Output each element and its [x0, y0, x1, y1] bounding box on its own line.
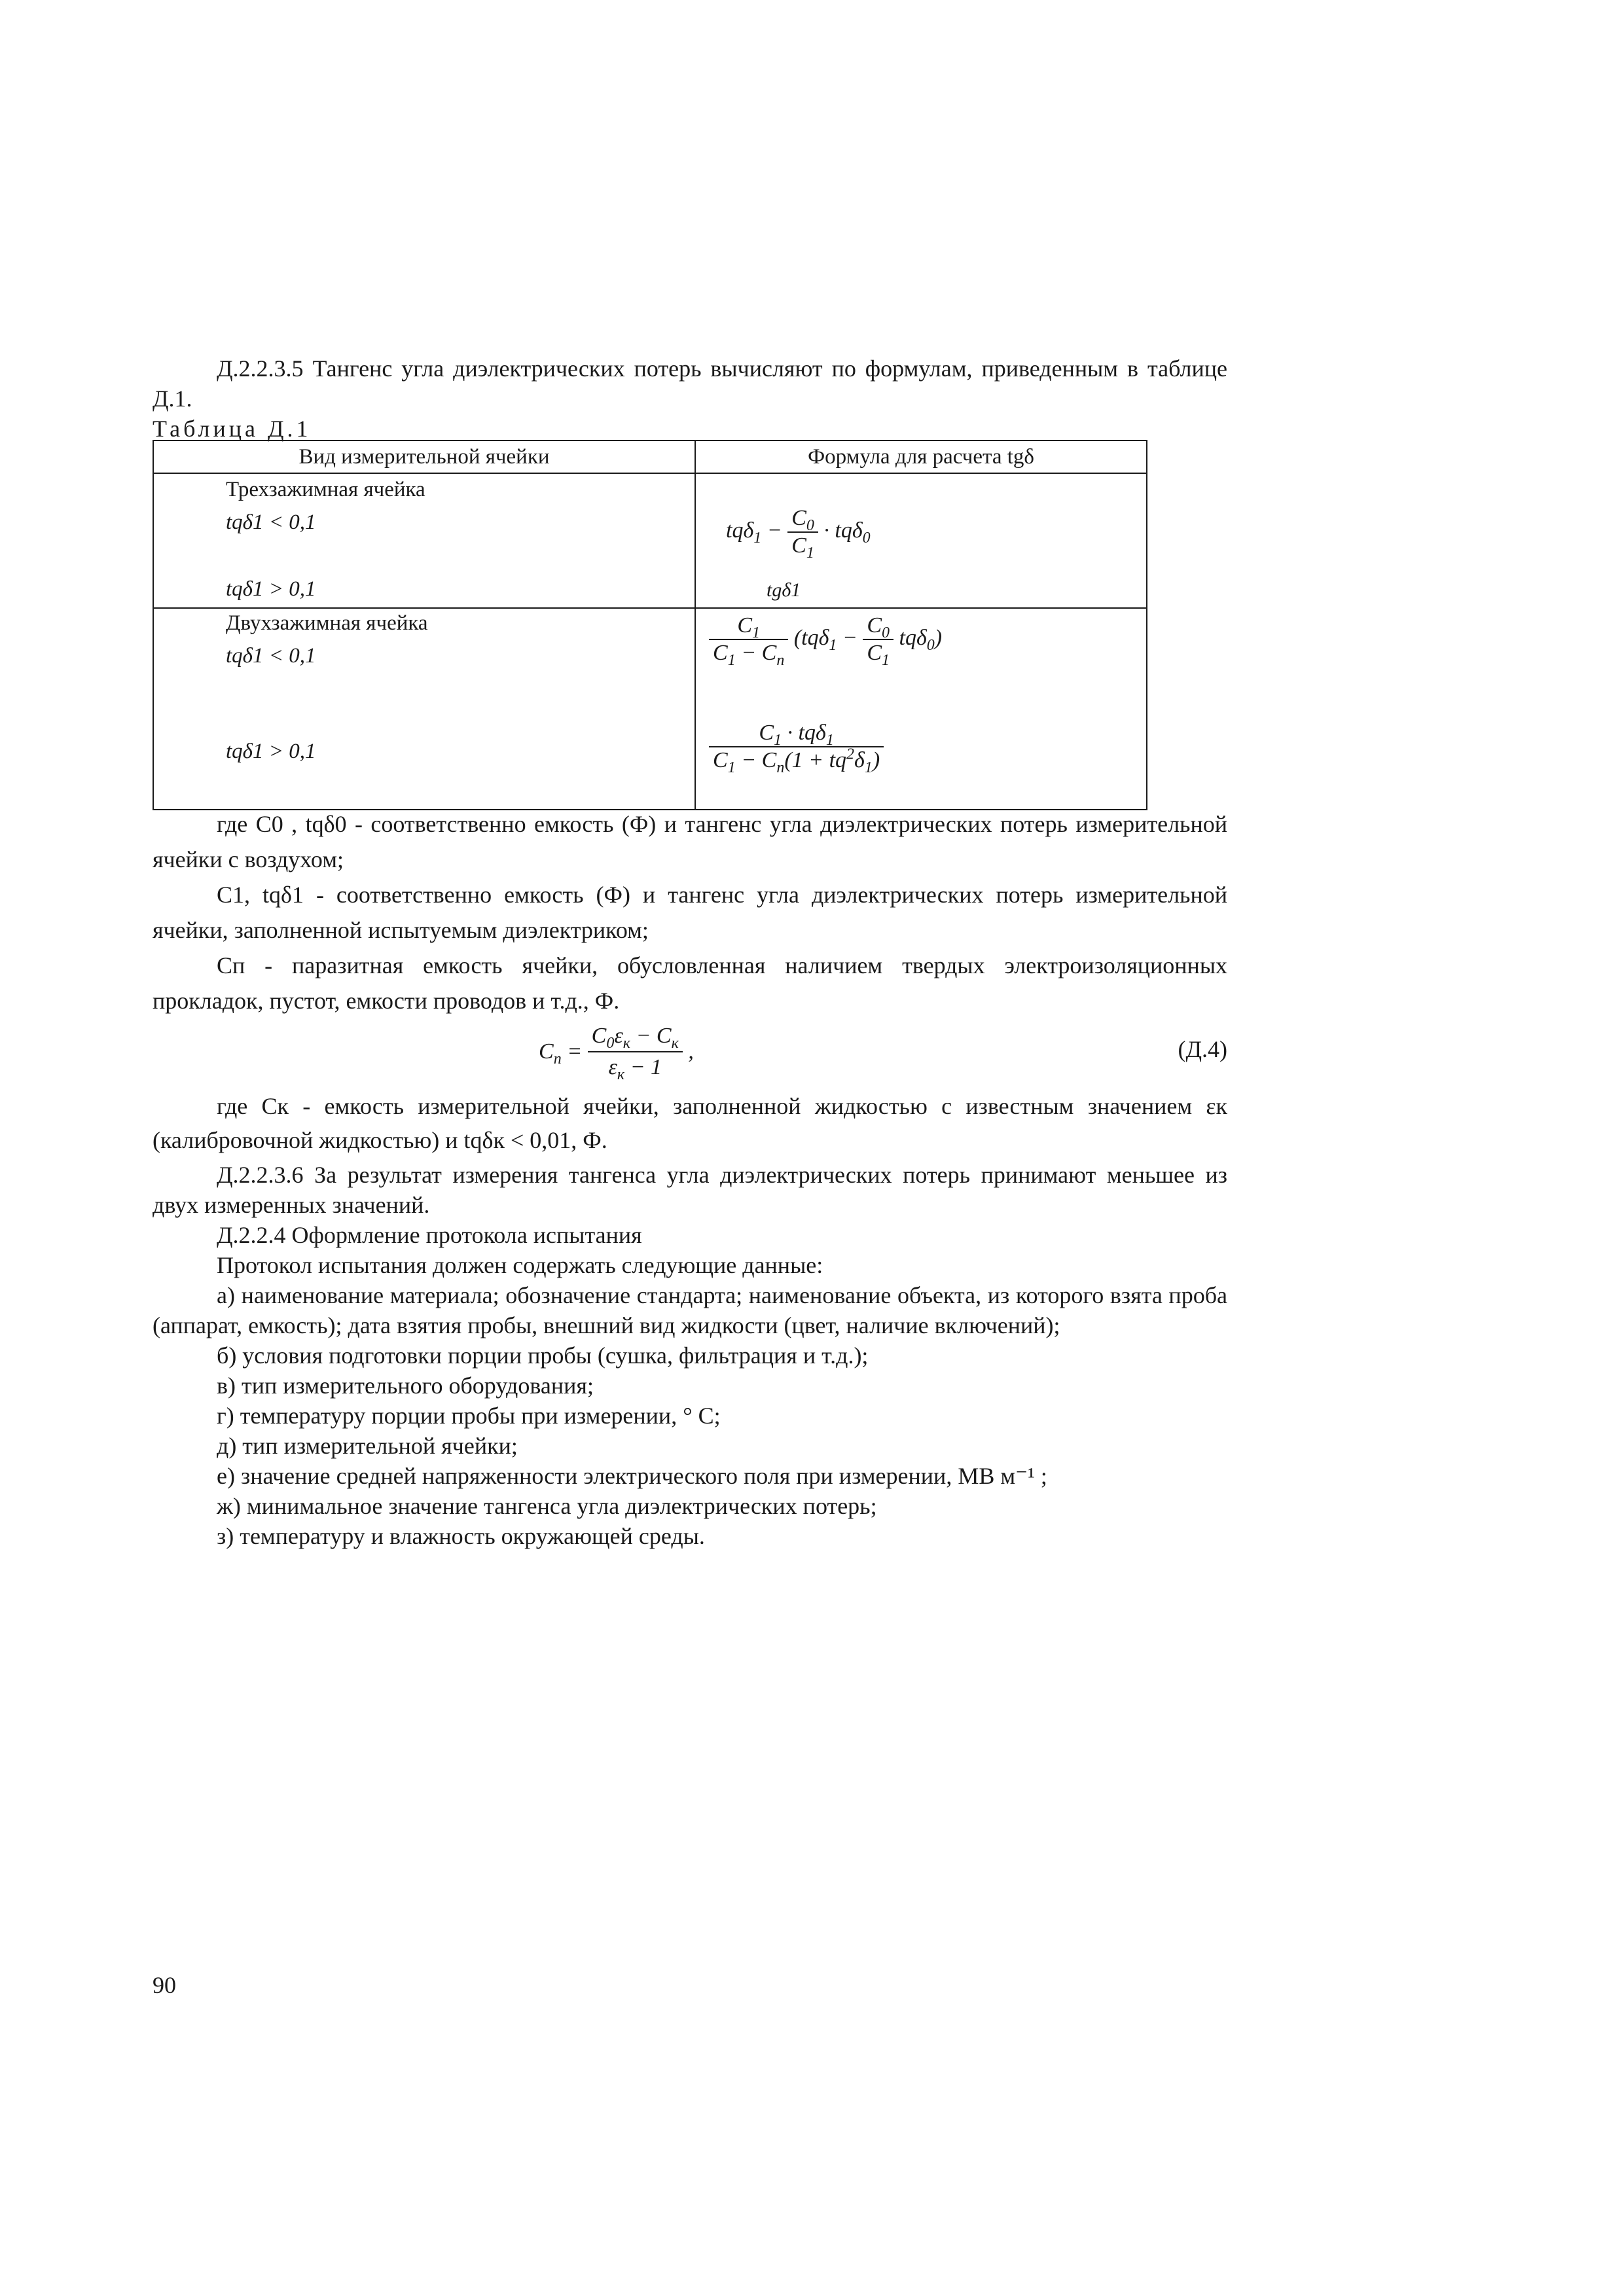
where-cp: Cп - паразитная емкость ячейки, обусловленная наличием твердых электроизоляционных прокладок, пустот, емкости проводов и т.д., Ф.: [153, 952, 1227, 1014]
paragraph-protocol: Протокол испытания должен содержать следующие данные:: [217, 1252, 823, 1278]
table-row-three-terminal-formula: [695, 473, 1147, 608]
list-item-b: б) условия подготовки порции пробы (сушка, фильтрация и т.д.);: [217, 1342, 869, 1369]
formula-three-terminal-high: tgδ1: [767, 579, 801, 601]
where-c1: C1, tqδ1 - соответственно емкость (Ф) и тангенс угла диэлектрических потерь измерительной ячейки, заполненной испытуемым диэлектриком;: [153, 882, 1227, 943]
table-row-two-terminal-type: [153, 608, 695, 810]
table-header-cell-type: Вид измерительной ячейки: [153, 440, 695, 473]
list-item-d: д) тип измерительной ячейки;: [217, 1433, 518, 1459]
table-title: Таблица Д.1: [153, 416, 312, 442]
table-header-formula: Формула для расчета tgδ: [695, 440, 1147, 473]
list-item-a: а) наименование материала; обозначение стандарта; наименование объекта, из которого взята проба (аппарат, емкость); дата взятия пробы, внешний вид жидкости (цвет, наличие включений);: [153, 1282, 1227, 1338]
list-item-v: в) тип измерительного оборудования;: [217, 1372, 594, 1399]
formula-two-terminal-high: $\frac{C_1 \cdot tq\delta_1}{C_1 - C_п(1 + tq^2\delta_1)}$: [709, 720, 884, 774]
paragraph-d2236: Д.2.2.3.6 За результат измерения тангенса угла диэлектрических потерь принимают меньшее из двух измеренных значений.: [153, 1162, 1227, 1218]
condition-high: tqδ1 > 0,1: [226, 577, 316, 601]
list-item-zh: ж) минимальное значение тангенса угла диэлектрических потерь;: [217, 1493, 877, 1519]
condition-low: tqδ1 < 0,1: [226, 511, 316, 534]
page-number: 90: [153, 1972, 176, 1998]
table-row-three-terminal-type: [153, 473, 695, 608]
equation-body: $C_п$ = $\frac{C_0\varepsilon_к - C_к}{\varepsilon_к - 1}$ ,: [539, 1021, 694, 1083]
table-row-two-terminal-formula: [695, 608, 1147, 810]
formula-three-terminal-low: tqδ$_1$ − $\frac{C_0}{C_1}$ · tqδ$_0$: [726, 506, 871, 562]
table-d1: [153, 440, 1147, 810]
cell-type-label: Трехзажимная ячейка: [226, 478, 425, 501]
list-item-g: г) температуру порции пробы при измерении, ° С;: [217, 1403, 721, 1429]
paragraph-d2235: Д.2.2.3.5 Тангенс угла диэлектрических потерь вычисляют по формулам, приведенным в таблице Д.1.: [153, 355, 1227, 412]
condition-high: tqδ1 > 0,1: [226, 740, 316, 763]
where-c0: где C0 , tqδ0 - соответственно емкость (Ф) и тангенс угла диэлектрических потерь измерительной ячейки с воздухом;: [153, 811, 1227, 872]
requirements-list: [153, 1280, 1227, 1551]
list-item-z: з) температуру и влажность окружающей среды.: [217, 1523, 705, 1549]
cell-type-label: Двухзажимная ячейка: [226, 611, 428, 635]
formula-two-terminal-low: $\frac{C_1}{C_1 - C_п}$ (tqδ$_1$ − $\frac{C_0}{C_1}$ tqδ$_0$): [709, 613, 942, 666]
equation-number: (Д.4): [1178, 1036, 1227, 1062]
where-ck: где Cк - емкость измерительной ячейки, заполненной жидкостью с известным значением εк (калибровочной жидкостью) и tqδк < 0,01, Ф.: [153, 1093, 1227, 1153]
list-item-e: е) значение средней напряженности электрического поля при измерении, МВ м⁻¹ ;: [217, 1463, 1047, 1489]
condition-low: tqδ1 < 0,1: [226, 644, 316, 668]
heading-d224: Д.2.2.4 Оформление протокола испытания: [217, 1222, 642, 1248]
equation-d4: [153, 1021, 1227, 1083]
